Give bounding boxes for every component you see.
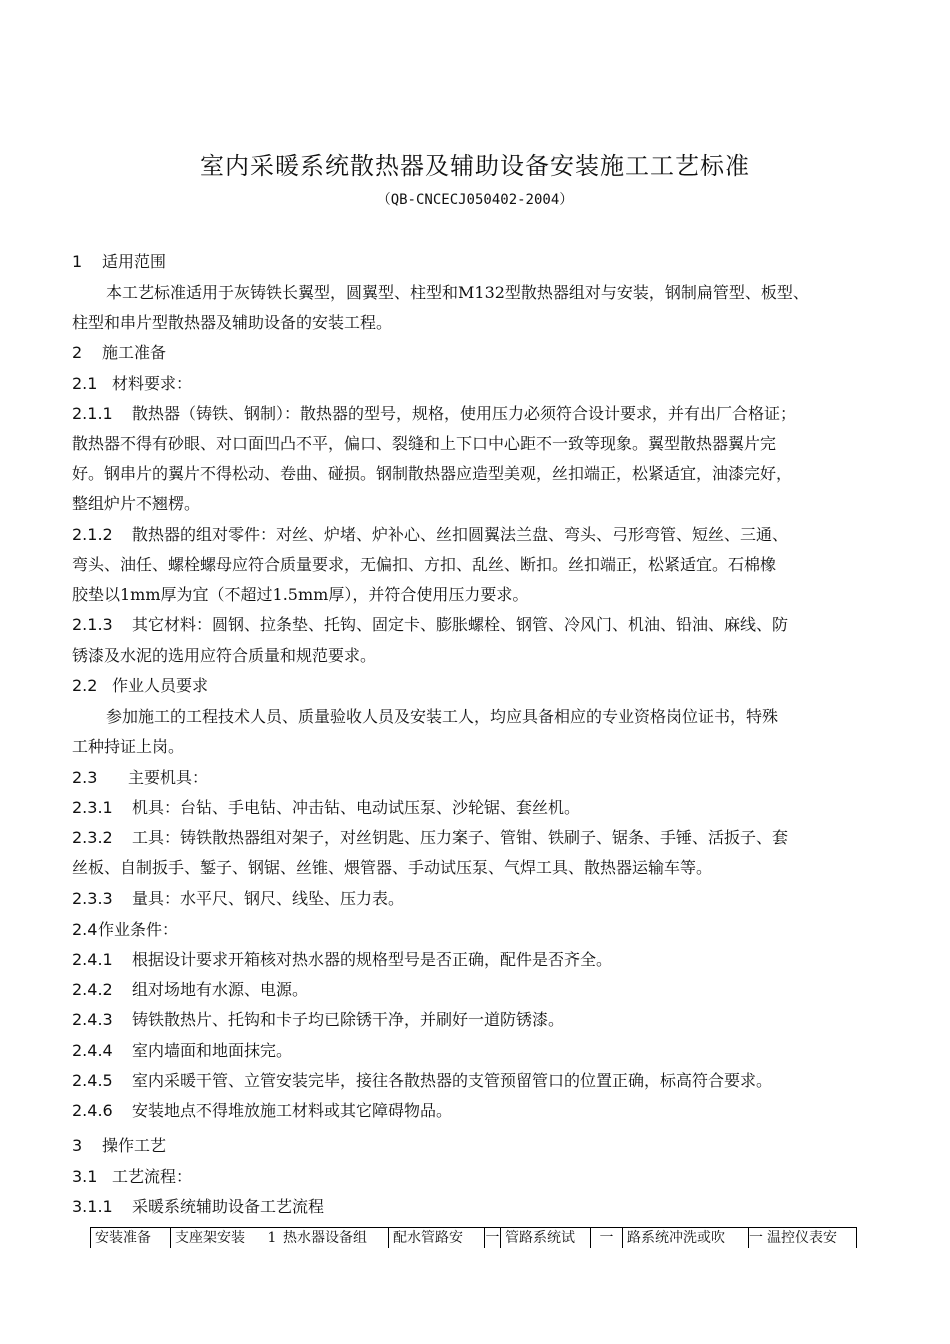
section-number: 2.1 <box>72 374 98 393</box>
section-title: 操作工艺 <box>102 1136 167 1155</box>
clause-number: 3.1.1 <box>72 1197 113 1216</box>
section-title: 适用范围 <box>102 252 167 271</box>
clause-line <box>72 797 882 819</box>
clause-number: 2.4.2 <box>72 980 113 999</box>
section-title: 施工准备 <box>102 343 167 362</box>
clause-text: 散热器的组对零件：对丝、炉堵、炉补心、丝扣圆翼法兰盘、弯头、弓形弯管、短丝、三通、 <box>132 525 789 544</box>
clause-number: 2.4.3 <box>72 1010 113 1029</box>
section-title: 作业条件： <box>98 920 179 939</box>
paragraph-line: 柱型和串片型散热器及辅助设备的安装工程。 <box>72 313 393 332</box>
clause-number: 2.4.6 <box>72 1101 113 1120</box>
clause-line <box>72 888 882 910</box>
document-title: 室内采暖系统散热器及辅助设备安装施工工艺标准 <box>200 152 750 180</box>
flow-arrow: 一 <box>749 1230 763 1246</box>
flow-arrow: 1 <box>267 1230 277 1246</box>
clause-text: 量具：水平尺、钢尺、线坠、压力表。 <box>132 889 405 908</box>
paragraph-line: 胶垫以1mm厚为宜（不超过1.5mm厚），并符合使用压力要求。 <box>72 585 529 604</box>
section-title: 作业人员要求 <box>112 676 209 695</box>
subsection-heading <box>72 373 882 395</box>
paragraph-line: 丝板、自制扳手、錾子、钢锯、丝锥、煨管器、手动试压泵、气焊工具、散热器运输车等。 <box>72 858 713 877</box>
clause-number: 2.1.3 <box>72 615 113 634</box>
standard-code: （QB-CNCECJ050402-2004） <box>376 192 574 208</box>
process-flow-table <box>90 1227 857 1248</box>
paragraph-line: 散热器不得有砂眼、对口面凹凸不平，偏口、裂缝和上下口中心距不一致等现象。翼型散热器翼片完 <box>72 434 777 453</box>
paragraph-line: 本工艺标准适用于灰铸铁长翼型，圆翼型、柱型和M132型散热器组对与安装，钢制扁管型、板型、 <box>106 283 809 302</box>
flow-step: 路系统冲洗或吹 <box>623 1228 749 1248</box>
section-title: 主要机具： <box>128 768 209 787</box>
clause-text: 铸铁散热片、托钩和卡子均已除锈干净，并刷好一道防锈漆。 <box>132 1010 565 1029</box>
clause-number: 2.3.3 <box>72 889 113 908</box>
clause-line <box>72 1009 882 1031</box>
subsection-heading <box>72 675 882 697</box>
clause-line <box>72 1100 882 1122</box>
section-number: 2.2 <box>72 676 98 695</box>
flow-step: 温控仪表安 <box>763 1228 857 1248</box>
section-title: 材料要求： <box>112 374 193 393</box>
clause-number: 2.1.1 <box>72 404 113 423</box>
clause-line <box>72 403 882 425</box>
clause-line <box>72 979 882 1001</box>
subsection-heading <box>72 1166 882 1188</box>
clause-line <box>72 827 882 849</box>
section-heading <box>72 1135 882 1157</box>
section-title: 工艺流程： <box>112 1167 193 1186</box>
clause-text: 安装地点不得堆放施工材料或其它障碍物品。 <box>132 1101 453 1120</box>
clause-text: 工具：铸铁散热器组对架子，对丝钥匙、压力案子、管钳、铁刷子、锯条、手锤、活扳子、套 <box>132 828 789 847</box>
flow-step: 支座架安装 <box>175 1230 245 1246</box>
clause-line <box>72 524 882 546</box>
flow-arrow: 一 <box>485 1230 500 1246</box>
flow-step: 热水器设备组 <box>279 1228 389 1248</box>
paragraph-line: 参加施工的工程技术人员、质量验收人员及安装工人，均应具备相应的专业资格岗位证书，特殊 <box>106 707 779 726</box>
clause-text: 根据设计要求开箱核对热水器的规格型号是否正确，配件是否齐全。 <box>132 950 613 969</box>
clause-number: 2.4.1 <box>72 950 113 969</box>
paragraph-line: 弯头、油任、螺栓螺母应符合质量要求，无偏扣、方扣、乱丝、断扣。丝扣端正，松紧适宜。石棉橡 <box>72 555 777 574</box>
clause-text: 室内采暖干管、立管安装完毕，接往各散热器的支管预留管口的位置正确，标高符合要求。 <box>132 1071 773 1090</box>
paragraph-line: 锈漆及水泥的选用应符合质量和规范要求。 <box>72 646 377 665</box>
clause-number: 2.4.5 <box>72 1071 113 1090</box>
clause-line <box>72 1070 882 1092</box>
flow-step: 配水管路安 <box>389 1228 485 1248</box>
clause-number: 2.3.2 <box>72 828 113 847</box>
section-number: 2 <box>72 343 83 362</box>
clause-number: 2.1.2 <box>72 525 113 544</box>
clause-text: 组对场地有水源、电源。 <box>132 980 309 999</box>
clause-number: 2.4.4 <box>72 1041 113 1060</box>
clause-line <box>72 614 882 636</box>
section-number: 2.3 <box>72 768 98 787</box>
section-number: 1 <box>72 252 83 271</box>
flow-step: 安装准备 <box>91 1228 171 1248</box>
section-number: 3 <box>72 1136 83 1155</box>
clause-text: 室内墙面和地面抹完。 <box>132 1041 293 1060</box>
clause-text: 采暖系统辅助设备工艺流程 <box>132 1197 325 1216</box>
section-number: 2.4 <box>72 920 98 939</box>
subsection-heading <box>72 767 882 789</box>
clause-text: 散热器（铸铁、钢制）：散热器的型号，规格，使用压力必须符合设计要求，并有出厂合格证； <box>132 404 797 423</box>
paragraph-line: 工种持证上岗。 <box>72 737 185 756</box>
clause-line <box>72 1040 882 1062</box>
subsection-heading <box>72 919 882 941</box>
flow-arrow: 一 <box>591 1228 623 1248</box>
section-number: 3.1 <box>72 1167 98 1186</box>
clause-text: 机具：台钻、手电钻、冲击钻、电动试压泵、沙轮锯、套丝机。 <box>132 798 581 817</box>
clause-text: 其它材料：圆钢、拉条垫、托钩、固定卡、膨胀螺栓、钢管、冷风门、机油、铅油、麻线、防 <box>132 615 789 634</box>
section-heading <box>72 251 882 273</box>
clause-line <box>72 949 882 971</box>
flow-step: 管路系统试 <box>501 1228 591 1248</box>
clause-line <box>72 1196 882 1218</box>
paragraph-line: 整组炉片不翘楞。 <box>72 494 201 513</box>
section-heading <box>72 342 882 364</box>
clause-number: 2.3.1 <box>72 798 113 817</box>
paragraph-line: 好。钢串片的翼片不得松动、卷曲、碰损。钢制散热器应造型美观，丝扣端正，松紧适宜，油漆完好， <box>72 464 793 483</box>
